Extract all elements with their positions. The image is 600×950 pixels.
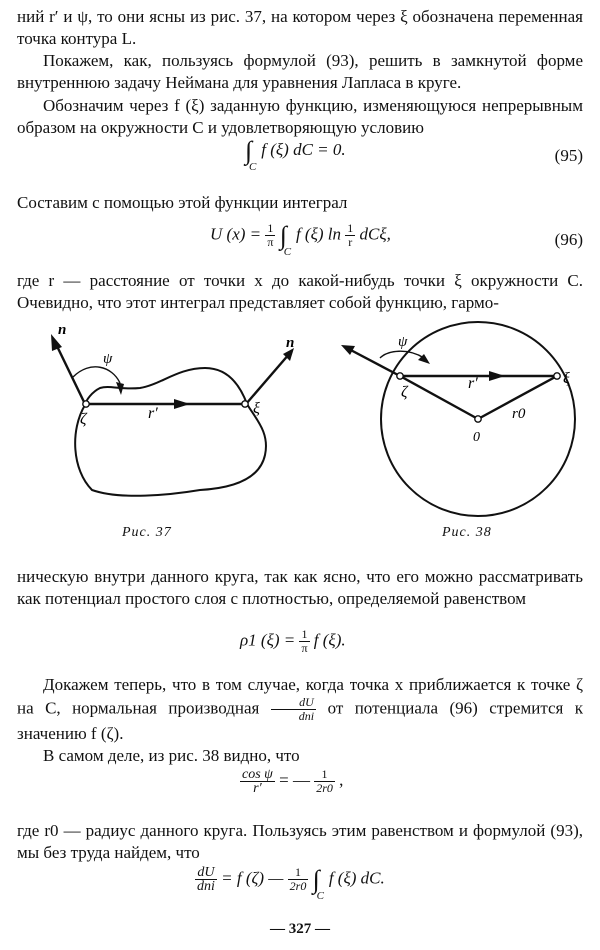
fraction-one-over-2r0: $\frac{1}{2r0}$: [316, 767, 333, 795]
integral-sign: ∫ C: [312, 864, 324, 902]
eq95-body: f (ξ) dC = 0.: [261, 140, 346, 159]
fraction-dU-dni: $\frac{dU}{\text{dni}}$: [271, 696, 316, 723]
label-origin-38: 0: [473, 430, 480, 445]
fraction-one-over-r: $\frac{1}{r}$: [347, 221, 354, 249]
fraction-one-over-pi: $\frac{1}{\pi}$: [267, 221, 274, 249]
label-zeta-37: ζ: [80, 411, 87, 428]
equation-number-96: (96): [554, 230, 583, 249]
label-n-left: n: [58, 322, 67, 338]
fraction-cos-psi: $\frac{\text{cos ψ}}{r'}$: [242, 767, 273, 796]
label-n-right: n: [286, 335, 295, 351]
fraction-dU-dni: $\frac{dU}{\text{dni}}$: [197, 865, 215, 894]
paragraph-top: ний r′ и ψ, то они ясны из рис. 37, на котором через ξ обозначена переменная точка контура L.: [17, 7, 583, 48]
label-zeta-38: ζ: [401, 384, 408, 401]
label-psi-37: ψ: [103, 351, 113, 367]
integral-sign: ∫ C: [279, 220, 292, 258]
label-xi-38: ξ: [563, 370, 570, 387]
paragraph-compose: Составим с помощью этой функции интеграл: [17, 193, 348, 212]
integral-sign: ∫ C: [245, 136, 257, 174]
paragraph-prove: Докажем теперь, что в том случае, когда точка x приближается к точке ζ на C, нормальная производная $\frac{dU}{\text{dni}}$ от потенциала (96) стремится к значению f (ζ).: [17, 675, 584, 743]
equation-rho: ρ1 (ξ) = $\frac{1}{\pi}$ f (ξ).: [240, 627, 346, 655]
label-psi-38: ψ: [398, 334, 408, 350]
label-r-prime-37: r′: [148, 405, 158, 422]
line-zeta-center: [400, 376, 478, 419]
paragraph-where-r: где r — расстояние от точки x до какой-нибудь точки ξ окружности C. Очевидно, что этот интеграл представляет собой функцию, гармо-: [17, 271, 583, 312]
angle-arc-38: [380, 351, 424, 358]
equation-96: U (x) = $\frac{1}{\pi}$ ∫ C f (ξ) ln $\frac{1}{r}$ dCξ,: [210, 220, 391, 258]
normal-line-38: [345, 347, 400, 376]
fraction-one-over-pi: $\frac{1}{\pi}$: [301, 627, 308, 655]
equation-cos: $\frac{\text{cos ψ}}{r'}$ = — $\frac{1}{2r0}$ ,: [242, 767, 344, 796]
equation-final: $\frac{dU}{\text{dni}}$ = f (ζ) — $\frac{1}{2r0}$ ∫ C f (ξ) dC.: [197, 864, 385, 902]
fraction-one-over-2r0: $\frac{1}{2r0}$: [289, 865, 307, 893]
paragraph-indeed: В самом деле, из рис. 38 видно, что: [43, 746, 300, 765]
page-number: — 327 —: [270, 921, 330, 937]
paragraph-radius: где r0 — радиус данного круга. Пользуясь этим равенством и формулой (93), мы без труда найдем, что: [17, 821, 583, 862]
paragraph-neumann: Покажем, как, пользуясь формулой (93), решить в замкнутой форме внутреннюю задачу Неймана для уравнения Лапласа в круге.: [17, 51, 583, 92]
label-r-prime-38: r′: [468, 375, 478, 392]
equation-number-95: (95): [554, 146, 583, 165]
caption-fig38: Рис. 38: [442, 525, 492, 540]
label-xi-37: ξ: [253, 400, 260, 417]
paragraph-harmonic: ническую внутри данного круга, так как ясно, что его можно рассматривать как потенциал простого слоя с плотностью, определяемой равенством: [17, 567, 583, 608]
paragraph-denote: Обозначим через f (ξ) заданную функцию, изменяющуюся непрерывным образом на окружности C и удовлетворяющую условию: [17, 96, 583, 137]
label-r0-38: r0: [512, 406, 526, 422]
caption-fig37: Рис. 37: [122, 525, 172, 540]
r-prime-arrow-38: [489, 371, 505, 381]
